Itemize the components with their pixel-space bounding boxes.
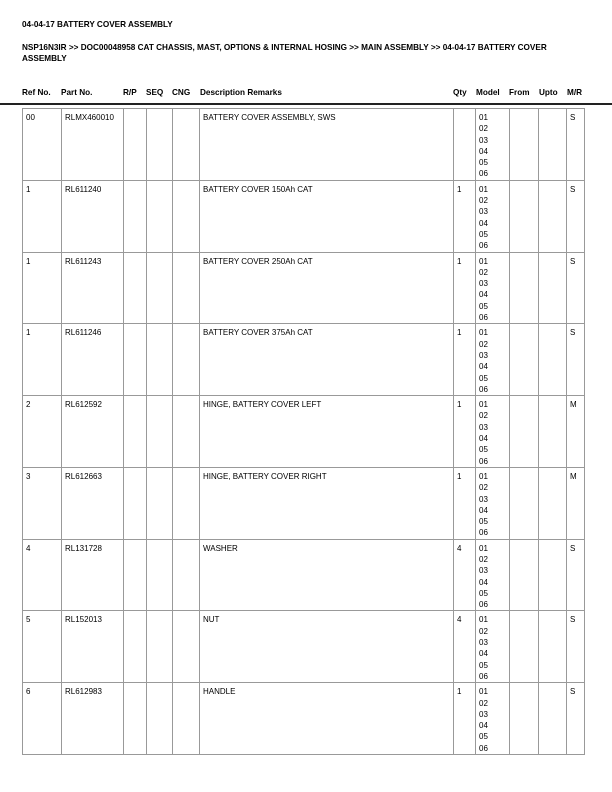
cell-rp — [124, 324, 147, 396]
cell-cng — [173, 683, 200, 755]
cell-qty: 4 — [454, 539, 476, 611]
cell-qty: 1 — [454, 396, 476, 468]
cell-cng — [173, 539, 200, 611]
cell-cng — [173, 611, 200, 683]
cell-cng — [173, 467, 200, 539]
header-rp: R/P — [123, 88, 137, 97]
cell-part-no: RL611243 — [62, 252, 124, 324]
header-cng: CNG — [172, 88, 191, 97]
cell-qty: 1 — [454, 324, 476, 396]
cell-cng — [173, 252, 200, 324]
cell-seq — [147, 252, 173, 324]
cell-cng — [173, 109, 200, 181]
cell-seq — [147, 467, 173, 539]
cell-mr: S — [567, 180, 585, 252]
cell-model: 01 02 03 04 05 06 — [476, 396, 510, 468]
cell-ref-no: 1 — [23, 324, 62, 396]
cell-seq — [147, 611, 173, 683]
cell-from — [510, 180, 539, 252]
cell-ref-no: 2 — [23, 396, 62, 468]
cell-upto — [539, 180, 567, 252]
cell-model: 01 02 03 04 05 06 — [476, 611, 510, 683]
cell-cng — [173, 396, 200, 468]
cell-upto — [539, 324, 567, 396]
cell-seq — [147, 324, 173, 396]
table-row — [23, 324, 585, 396]
cell-description: WASHER — [200, 539, 454, 611]
cell-ref-no: 1 — [23, 252, 62, 324]
cell-mr: S — [567, 683, 585, 755]
cell-model: 01 02 03 04 05 06 — [476, 180, 510, 252]
header-ref-no: Ref No. — [22, 88, 51, 97]
cell-qty: 1 — [454, 252, 476, 324]
header-from: From — [509, 88, 530, 97]
cell-model: 01 02 03 04 05 06 — [476, 109, 510, 181]
cell-rp — [124, 252, 147, 324]
breadcrumb: NSP16N3IR >> DOC00048958 CAT CHASSIS, MAST, OPTIONS & INTERNAL HOSING >> MAIN ASSEMBLY >> 04-04-17 BATTERY COVER ASSEMBLY — [22, 43, 547, 63]
cell-rp — [124, 539, 147, 611]
table-row — [23, 539, 585, 611]
cell-qty: 1 — [454, 180, 476, 252]
header-description: Description Remarks — [200, 88, 282, 97]
cell-upto — [539, 467, 567, 539]
cell-upto — [539, 396, 567, 468]
cell-description: BATTERY COVER 375Ah CAT — [200, 324, 454, 396]
cell-from — [510, 539, 539, 611]
cell-description: HANDLE — [200, 683, 454, 755]
table-row — [23, 467, 585, 539]
cell-mr: S — [567, 109, 585, 181]
cell-from — [510, 396, 539, 468]
header-divider — [0, 103, 612, 105]
cell-ref-no: 6 — [23, 683, 62, 755]
header-upto: Upto — [539, 88, 558, 97]
cell-model: 01 02 03 04 05 06 — [476, 252, 510, 324]
header-mr: M/R — [567, 88, 583, 97]
cell-description: BATTERY COVER 150Ah CAT — [200, 180, 454, 252]
cell-cng — [173, 324, 200, 396]
cell-from — [510, 611, 539, 683]
table-row — [23, 611, 585, 683]
cell-from — [510, 109, 539, 181]
table-row — [23, 683, 585, 755]
header-part-no: Part No. — [61, 88, 93, 97]
table-row — [23, 109, 585, 181]
table-header — [0, 88, 612, 103]
cell-mr: S — [567, 252, 585, 324]
cell-part-no: RL612592 — [62, 396, 124, 468]
cell-upto — [539, 611, 567, 683]
cell-upto — [539, 539, 567, 611]
cell-part-no: RL611240 — [62, 180, 124, 252]
cell-ref-no: 4 — [23, 539, 62, 611]
table-row — [23, 396, 585, 468]
cell-mr: S — [567, 324, 585, 396]
cell-upto — [539, 683, 567, 755]
cell-part-no: RL131728 — [62, 539, 124, 611]
cell-model: 01 02 03 04 05 06 — [476, 324, 510, 396]
cell-description: HINGE, BATTERY COVER RIGHT — [200, 467, 454, 539]
cell-part-no: RL612663 — [62, 467, 124, 539]
cell-mr: S — [567, 539, 585, 611]
header-seq: SEQ — [146, 88, 164, 97]
cell-seq — [147, 396, 173, 468]
cell-seq — [147, 683, 173, 755]
cell-qty: 4 — [454, 611, 476, 683]
cell-seq — [147, 109, 173, 181]
cell-model: 01 02 03 04 05 06 — [476, 683, 510, 755]
cell-cng — [173, 180, 200, 252]
cell-from — [510, 467, 539, 539]
cell-ref-no: 00 — [23, 109, 62, 181]
header-qty: Qty — [453, 88, 467, 97]
cell-from — [510, 252, 539, 324]
cell-description: BATTERY COVER 250Ah CAT — [200, 252, 454, 324]
cell-mr: S — [567, 611, 585, 683]
cell-upto — [539, 252, 567, 324]
cell-rp — [124, 683, 147, 755]
cell-rp — [124, 611, 147, 683]
header-model: Model — [476, 88, 500, 97]
cell-seq — [147, 539, 173, 611]
cell-rp — [124, 467, 147, 539]
parts-table — [22, 108, 585, 755]
table-row — [23, 180, 585, 252]
cell-ref-no: 1 — [23, 180, 62, 252]
cell-mr: M — [567, 396, 585, 468]
cell-model: 01 02 03 04 05 06 — [476, 467, 510, 539]
cell-rp — [124, 396, 147, 468]
cell-part-no: RLMX460010 — [62, 109, 124, 181]
table-row — [23, 252, 585, 324]
cell-rp — [124, 109, 147, 181]
cell-rp — [124, 180, 147, 252]
cell-description: NUT — [200, 611, 454, 683]
cell-qty — [454, 109, 476, 181]
cell-description: BATTERY COVER ASSEMBLY, SWS — [200, 109, 454, 181]
cell-description: HINGE, BATTERY COVER LEFT — [200, 396, 454, 468]
cell-part-no: RL612983 — [62, 683, 124, 755]
cell-upto — [539, 109, 567, 181]
cell-ref-no: 3 — [23, 467, 62, 539]
cell-part-no: RL611246 — [62, 324, 124, 396]
cell-seq — [147, 180, 173, 252]
cell-qty: 1 — [454, 683, 476, 755]
cell-from — [510, 683, 539, 755]
cell-from — [510, 324, 539, 396]
cell-qty: 1 — [454, 467, 476, 539]
cell-ref-no: 5 — [23, 611, 62, 683]
page-title: 04-04-17 BATTERY COVER ASSEMBLY — [22, 20, 173, 29]
cell-part-no: RL152013 — [62, 611, 124, 683]
cell-mr: M — [567, 467, 585, 539]
cell-model: 01 02 03 04 05 06 — [476, 539, 510, 611]
